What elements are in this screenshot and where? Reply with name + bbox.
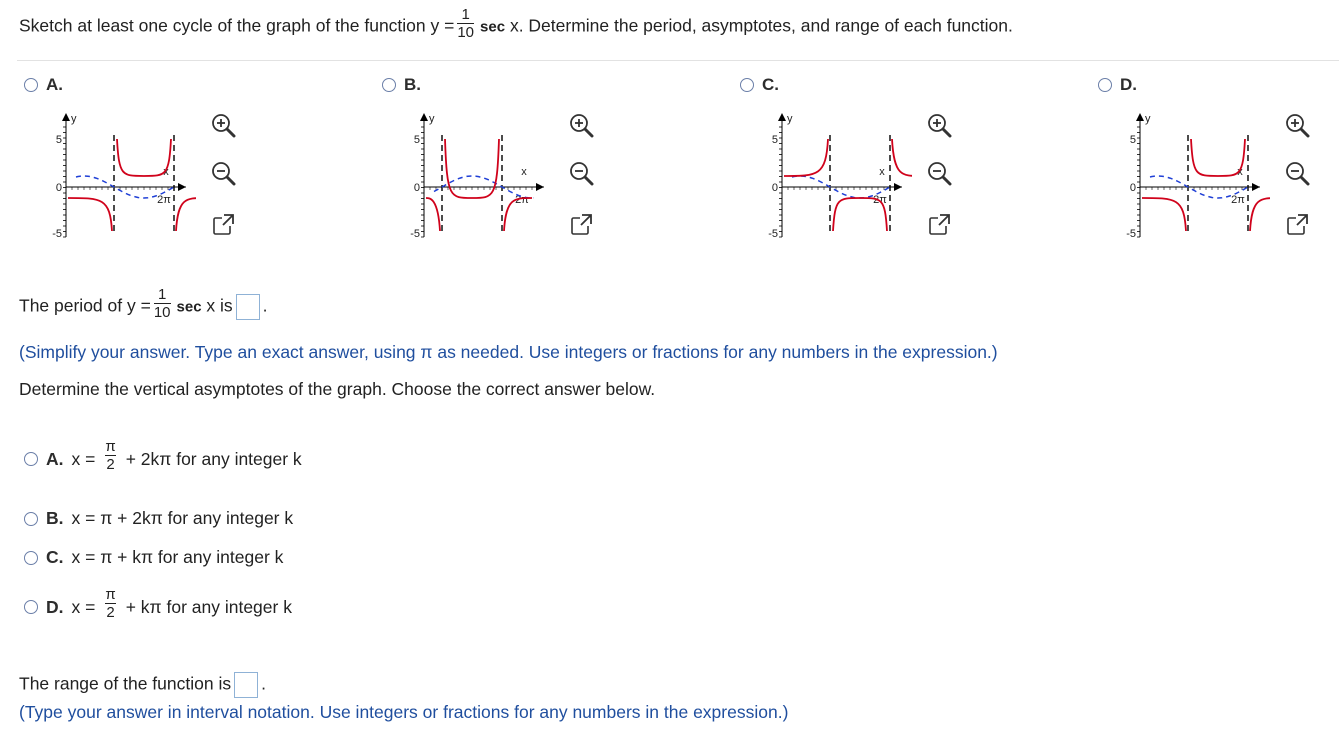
zoom-out-icon[interactable] xyxy=(210,160,236,186)
period-end: . xyxy=(262,295,268,316)
popout-icon[interactable] xyxy=(568,212,594,238)
range-answer-input[interactable] xyxy=(234,672,258,698)
graph-option-radio[interactable] xyxy=(24,78,38,92)
graph-option-radio[interactable] xyxy=(1098,78,1112,92)
y-axis-arrow xyxy=(420,113,428,121)
period-pre: The period of y = xyxy=(19,295,151,316)
asymptote-prompt: Determine the vertical asymptotes of the graph. Choose the correct answer below. xyxy=(19,379,656,399)
x-axis-arrow xyxy=(894,183,902,191)
y-tick-label-bottom: -5 xyxy=(768,228,778,240)
period-sec: sec xyxy=(176,298,202,316)
x-axis-arrow xyxy=(1252,183,1260,191)
zoom-in-icon[interactable] xyxy=(210,112,236,138)
question-post: x. Determine the period, asymptotes, and range of each function. xyxy=(509,15,1013,36)
choice-a-pre: x = xyxy=(71,448,96,469)
secant-branch-right xyxy=(1250,198,1270,231)
zoom-in-icon[interactable] xyxy=(568,112,594,138)
x-axis-label: x xyxy=(1237,166,1243,178)
y-tick-label-bottom: -5 xyxy=(1126,228,1136,240)
x-axis-arrow xyxy=(178,183,186,191)
choice-a-frac-num: π xyxy=(105,438,116,455)
secant-branch-left xyxy=(784,139,828,176)
choice-d-frac-den: 2 xyxy=(106,604,115,621)
choice-a-label: A. xyxy=(46,448,64,469)
y-tick-label-zero: 0 xyxy=(413,182,420,194)
choice-d-label: D. xyxy=(46,596,64,617)
choice-a-post: + 2kπ for any integer k xyxy=(125,448,302,469)
y-tick-label-top: 5 xyxy=(55,134,62,146)
y-tick-label-zero: 0 xyxy=(1129,182,1136,194)
asymptote-choice-d[interactable] xyxy=(24,586,292,624)
zoom-in-icon[interactable] xyxy=(926,112,952,138)
popout-icon[interactable] xyxy=(926,212,952,238)
secant-branch-left xyxy=(1142,198,1186,231)
x-axis-label: x xyxy=(521,166,527,178)
sec-graph xyxy=(26,105,196,245)
choice-a-fraction xyxy=(105,439,115,473)
x-tick-label: 2π xyxy=(157,194,171,206)
graph-option-radio[interactable] xyxy=(740,78,754,92)
y-axis-arrow xyxy=(778,113,786,121)
range-end: . xyxy=(261,673,266,694)
x-tick-label: 2π xyxy=(1231,194,1245,206)
popout-icon[interactable] xyxy=(210,212,236,238)
secant-branch-right xyxy=(176,198,196,231)
period-hint: (Simplify your answer. Type an exact answer, using π as needed. Use integers or fractions for any numbers in the expression.) xyxy=(19,342,998,362)
choice-d-post: + kπ for any integer k xyxy=(125,596,292,617)
secant-branch-left xyxy=(68,198,112,231)
choice-b-label: B. xyxy=(46,508,64,528)
choice-b-text: x = π + 2kπ for any integer k xyxy=(71,508,294,528)
graph-option-label: B. xyxy=(404,75,421,94)
period-answer-input[interactable] xyxy=(236,294,260,320)
asymptote-choice-a[interactable] xyxy=(24,438,302,476)
y-axis-label: y xyxy=(787,113,793,125)
asymptote-choice-b[interactable] xyxy=(24,508,293,529)
graph-option-label: A. xyxy=(46,75,63,94)
graph-option-label: C. xyxy=(762,75,779,94)
x-tick-label: 2π xyxy=(873,194,887,206)
y-tick-label-top: 5 xyxy=(1129,134,1136,146)
sec-graph xyxy=(384,105,554,245)
y-axis-label: y xyxy=(71,113,77,125)
period-frac-den: 10 xyxy=(153,304,171,321)
choice-c-text: x = π + kπ for any integer k xyxy=(71,547,284,567)
zoom-out-icon[interactable] xyxy=(568,160,594,186)
radio-d[interactable] xyxy=(24,600,38,614)
asymptote-choice-c[interactable] xyxy=(24,547,283,568)
radio-b[interactable] xyxy=(24,512,38,526)
question-frac-den: 10 xyxy=(457,24,475,41)
y-tick-label-zero: 0 xyxy=(55,182,62,194)
graph-option-radio[interactable] xyxy=(382,78,396,92)
x-axis-label: x xyxy=(879,166,885,178)
period-frac-num: 1 xyxy=(158,286,167,303)
range-pre: The range of the function is xyxy=(19,673,232,694)
question-frac-num: 1 xyxy=(461,6,470,23)
popout-icon[interactable] xyxy=(1284,212,1310,238)
y-tick-label-zero: 0 xyxy=(771,182,778,194)
sec-graph xyxy=(742,105,912,245)
y-tick-label-top: 5 xyxy=(771,134,778,146)
secant-branch-left xyxy=(426,198,440,231)
graph-option-label: D. xyxy=(1120,75,1137,94)
period-fraction xyxy=(154,287,171,321)
question-text xyxy=(19,6,1013,44)
x-axis-label: x xyxy=(163,166,169,178)
sec-graph xyxy=(1100,105,1270,245)
x-tick-label: 2π xyxy=(515,194,529,206)
header-divider xyxy=(17,60,1339,61)
choice-d-fraction xyxy=(105,587,115,621)
choice-a-frac-den: 2 xyxy=(106,456,115,473)
y-axis-label: y xyxy=(1145,113,1151,125)
y-axis-arrow xyxy=(62,113,70,121)
y-tick-label-bottom: -5 xyxy=(410,228,420,240)
question-sec: sec xyxy=(480,18,506,36)
choice-c-label: C. xyxy=(46,547,64,567)
range-hint: (Type your answer in interval notation. Use integers or fractions for any numbers in the expression.) xyxy=(19,702,789,722)
radio-c[interactable] xyxy=(24,551,38,565)
zoom-out-icon[interactable] xyxy=(926,160,952,186)
y-axis-arrow xyxy=(1136,113,1144,121)
graph-option-c[interactable] xyxy=(740,75,779,95)
y-tick-label-top: 5 xyxy=(413,134,420,146)
zoom-out-icon[interactable] xyxy=(1284,160,1310,186)
graph-option-b[interactable] xyxy=(382,75,421,95)
choice-d-frac-num: π xyxy=(105,586,116,603)
y-tick-label-bottom: -5 xyxy=(52,228,62,240)
secant-branch-right xyxy=(892,139,912,176)
choice-d-pre: x = xyxy=(71,596,96,617)
range-question xyxy=(19,672,266,698)
y-axis-label: y xyxy=(429,113,435,125)
zoom-in-icon[interactable] xyxy=(1284,112,1310,138)
graph-option-d[interactable] xyxy=(1098,75,1137,95)
x-axis-arrow xyxy=(536,183,544,191)
question-fraction xyxy=(457,7,474,41)
radio-a[interactable] xyxy=(24,452,38,466)
period-post: x is xyxy=(206,295,233,316)
question-pre: Sketch at least one cycle of the graph of the function y = xyxy=(19,15,455,36)
period-question xyxy=(19,286,268,324)
graph-option-a[interactable] xyxy=(24,75,63,95)
